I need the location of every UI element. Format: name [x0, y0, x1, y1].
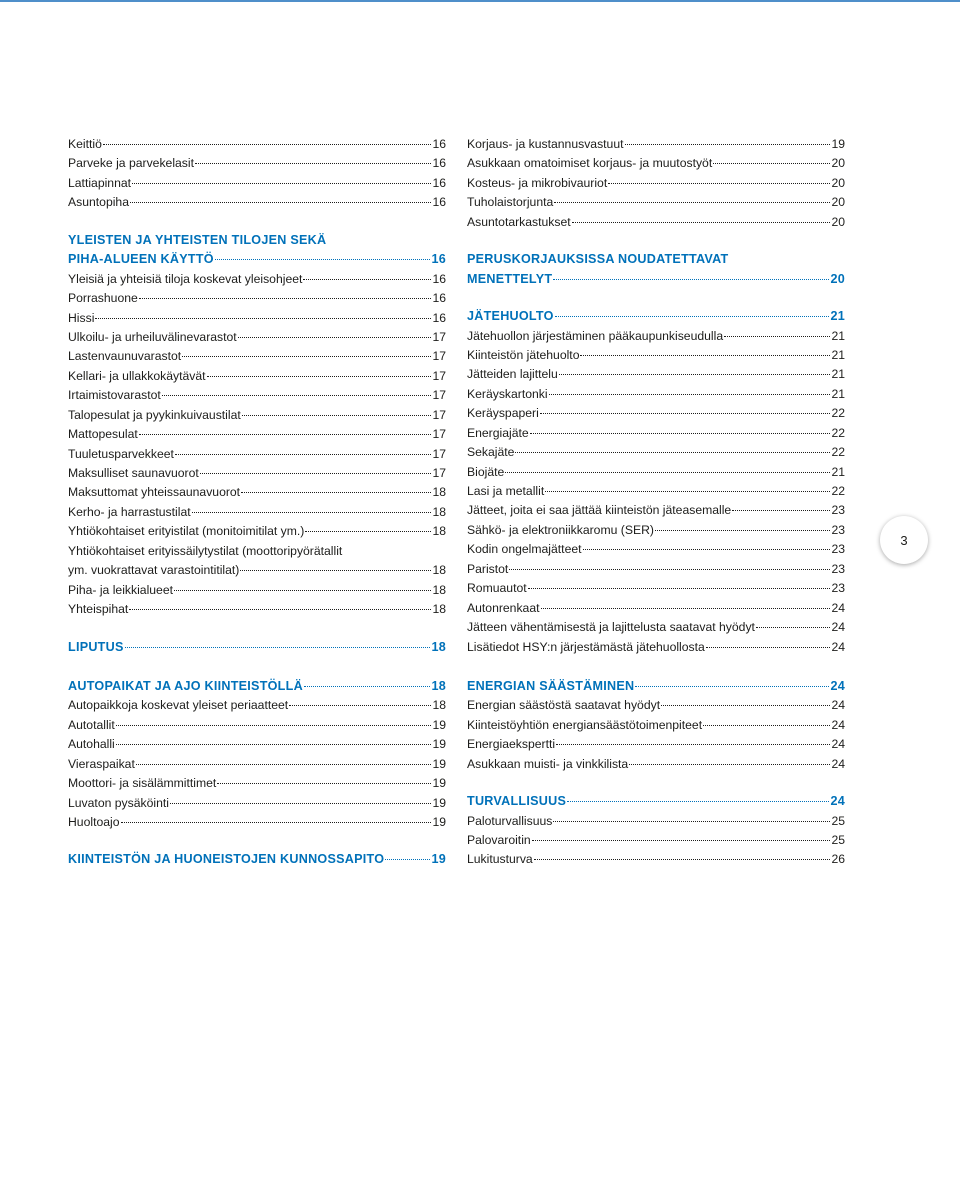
dot-leader — [635, 686, 829, 687]
toc-entry-label: Energiaekspertti — [467, 737, 556, 752]
toc-page-number: 19 — [432, 756, 446, 771]
toc-left-column — [68, 135, 446, 870]
toc-entry-label: Yhteispihat — [68, 602, 129, 617]
toc-entry-label: Korjaus- ja kustannusvastuut — [467, 137, 624, 151]
toc-entry[interactable] — [68, 794, 446, 813]
toc-page-number: 17 — [432, 427, 446, 442]
dot-leader — [703, 725, 830, 726]
toc-heading-liputus[interactable] — [68, 638, 446, 657]
toc-right-column — [467, 135, 845, 870]
toc-heading-peruskorjaus[interactable] — [467, 250, 845, 269]
toc-entry[interactable] — [68, 289, 446, 308]
toc-entry[interactable] — [68, 386, 446, 405]
dot-leader — [567, 801, 829, 802]
toc-page-number: 16 — [431, 252, 446, 267]
toc-entry-label: Kellari- ja ullakkokäytävät — [68, 368, 206, 383]
dot-leader — [559, 374, 831, 375]
toc-group — [68, 270, 446, 542]
toc-entry-label: Energiajäte — [467, 425, 529, 440]
toc-entry-label: Tuholaistorjunta — [467, 195, 554, 210]
toc-page-number: 21 — [831, 464, 845, 479]
toc-page-number: 20 — [831, 175, 845, 190]
toc-entry[interactable] — [68, 600, 446, 619]
toc-entry-label: Keräyspaperi — [467, 406, 539, 421]
toc-page-number: 19 — [432, 717, 446, 732]
dot-leader — [540, 413, 831, 414]
toc-entry[interactable] — [467, 193, 845, 212]
toc-entry-label: Sekajäte — [467, 445, 515, 460]
toc-page-number: 21 — [830, 309, 845, 324]
toc-entry-label: Piha- ja leikkialueet — [68, 582, 174, 597]
toc-page-number: 18 — [432, 563, 446, 578]
dot-leader — [553, 279, 829, 280]
toc-heading-label: MENETTELYT — [467, 271, 553, 286]
toc-entry[interactable] — [68, 406, 446, 425]
toc-group — [467, 812, 845, 870]
toc-group — [68, 135, 446, 213]
toc-page-number: 23 — [831, 503, 845, 518]
toc-page-number: 18 — [431, 639, 446, 654]
toc-entry-label: Autonrenkaat — [467, 600, 540, 615]
dot-leader — [116, 744, 432, 745]
toc-page-number: 16 — [432, 137, 446, 151]
toc-entry-label: Asuntopiha — [68, 195, 129, 210]
dot-leader — [130, 202, 431, 203]
toc-entry[interactable] — [467, 696, 845, 715]
dot-leader — [139, 434, 432, 435]
dot-leader — [534, 859, 831, 860]
toc-entry-label: Lukitusturva — [467, 852, 533, 867]
toc-entry[interactable] — [68, 270, 446, 289]
toc-page-number: 23 — [831, 522, 845, 537]
toc-page-number: 21 — [831, 347, 845, 362]
toc-heading-label: JÄTEHUOLTO — [467, 309, 554, 324]
toc-entry[interactable] — [467, 501, 845, 520]
toc-entry-label: Kerho- ja harrastustilat — [68, 504, 191, 519]
dot-leader — [238, 337, 432, 338]
toc-entry[interactable] — [467, 365, 845, 384]
dot-leader — [125, 647, 431, 648]
toc-entry[interactable] — [68, 464, 446, 483]
toc-page-number: 18 — [432, 698, 446, 713]
toc-entry[interactable] — [467, 174, 845, 193]
toc-heading-menettelyt[interactable] — [467, 270, 845, 289]
toc-entry[interactable] — [467, 385, 845, 404]
dot-leader — [136, 764, 432, 765]
toc-heading-autopaikat[interactable] — [68, 677, 446, 696]
toc-page-number: 24 — [831, 698, 845, 713]
toc-entry-label: Talopesulat ja pyykinkuivaustilat — [68, 407, 241, 422]
toc-entry-label: Jätteet, joita ei saa jättää kiinteistön jäteasemalle — [467, 503, 732, 518]
toc-page-number: 16 — [432, 195, 446, 210]
toc-page-number: 17 — [432, 388, 446, 403]
dot-leader — [515, 452, 830, 453]
toc-entry-label: Tuuletusparvekkeet — [68, 446, 174, 461]
toc-page-number: 17 — [432, 368, 446, 383]
toc-entry[interactable] — [467, 463, 845, 482]
dot-leader — [580, 355, 830, 356]
toc-entry-label: Hissi — [68, 310, 95, 325]
dot-leader — [103, 144, 432, 145]
toc-heading-label: AUTOPAIKAT JA AJO KIINTEISTÖLLÄ — [68, 678, 303, 693]
dot-leader — [241, 492, 431, 493]
toc-entry-label: Autohalli — [68, 737, 115, 752]
toc-page-number: 17 — [432, 407, 446, 422]
toc-page-number: 24 — [831, 620, 845, 635]
dot-leader — [661, 705, 830, 706]
toc-page-number: 19 — [831, 137, 845, 151]
dot-leader — [545, 491, 830, 492]
dot-leader — [195, 163, 431, 164]
toc-heading-label: TURVALLISUUS — [467, 794, 567, 809]
toc-entry[interactable] — [467, 850, 845, 869]
toc-page-number: 16 — [432, 156, 446, 171]
toc-entry-label: Maksuttomat yhteissaunavuorot — [68, 485, 241, 500]
dot-leader — [505, 472, 830, 473]
dot-leader — [174, 590, 431, 591]
toc-entry[interactable] — [467, 346, 845, 365]
toc-heading-kunnossapito[interactable] — [68, 850, 446, 869]
toc-page-number: 21 — [831, 328, 845, 343]
toc-entry-label: Jätteen vähentämisestä ja lajittelusta saatavat hyödyt — [467, 620, 755, 635]
toc-entry-label: Yhtiökohtaiset erityissäilytystilat (moottoripyörätallit — [68, 543, 343, 558]
dot-leader — [242, 415, 432, 416]
toc-page-number: 18 — [432, 485, 446, 500]
dot-leader — [756, 627, 831, 628]
toc-heading-label: PERUSKORJAUKSISSA NOUDATETTAVAT — [467, 252, 729, 267]
toc-heading-turvallisuus[interactable] — [467, 792, 845, 811]
dot-leader — [713, 163, 830, 164]
toc-entry[interactable] — [467, 404, 845, 423]
toc-page-number: 17 — [432, 446, 446, 461]
toc-page-number: 22 — [831, 406, 845, 421]
dot-leader — [240, 570, 431, 571]
toc-entry-label: Romuautot — [467, 581, 527, 596]
toc-page-number: 21 — [831, 386, 845, 401]
toc-entry[interactable] — [68, 174, 446, 193]
toc-entry-label: Kosteus- ja mikrobivauriot — [467, 175, 608, 190]
dot-leader — [121, 822, 432, 823]
toc-entry-label: Palovaroitin — [467, 833, 531, 847]
dot-leader — [655, 530, 830, 531]
toc-entry[interactable] — [467, 482, 845, 501]
toc-entry[interactable] — [68, 581, 446, 600]
toc-group — [467, 135, 845, 232]
page-number-badge — [880, 516, 928, 564]
toc-entry[interactable] — [467, 443, 845, 462]
toc-entry[interactable] — [467, 424, 845, 443]
toc-page-number: 24 — [830, 794, 845, 809]
dot-leader — [217, 783, 431, 784]
toc-entry[interactable] — [467, 638, 845, 657]
dot-leader — [541, 608, 831, 609]
dot-leader — [629, 764, 830, 765]
toc-entry[interactable] — [467, 618, 845, 637]
toc-group — [467, 696, 845, 774]
toc-entry-label: Keräyskartonki — [467, 386, 548, 401]
toc-entry-label: Yleisiä ja yhteisiä tiloja koskevat yleisohjeet — [68, 271, 303, 286]
toc-page-number: 24 — [831, 639, 845, 654]
toc-entry[interactable] — [68, 716, 446, 735]
toc-page-number: 18 — [431, 678, 446, 693]
toc-page-number: 18 — [432, 524, 446, 539]
dot-leader — [200, 473, 432, 474]
toc-entry[interactable] — [68, 542, 446, 561]
toc-entry[interactable] — [68, 813, 446, 832]
toc-entry[interactable] — [467, 755, 845, 774]
toc-entry-label: ym. vuokrattavat varastointitilat) — [68, 563, 240, 578]
toc-page-number: 20 — [831, 214, 845, 229]
toc-page-number: 24 — [831, 756, 845, 771]
toc-entry-label: Luvaton pysäköinti — [68, 795, 169, 810]
toc-entry[interactable] — [467, 716, 845, 735]
toc-page-number: 21 — [831, 367, 845, 382]
toc-page-number: 24 — [831, 600, 845, 615]
toc-entry[interactable] — [68, 347, 446, 366]
toc-page-number: 20 — [831, 195, 845, 210]
dot-leader — [509, 569, 830, 570]
dot-leader — [572, 222, 831, 223]
toc-entry-label: Irtaimistovarastot — [68, 388, 161, 403]
toc-page-number: 23 — [831, 581, 845, 596]
dot-leader — [207, 376, 432, 377]
toc-heading-piha-alue[interactable] — [68, 250, 446, 269]
dot-leader — [706, 647, 831, 648]
dot-leader — [303, 279, 431, 280]
toc-page-number: 16 — [432, 310, 446, 325]
dot-leader — [192, 512, 432, 513]
dot-leader — [139, 298, 432, 299]
toc-entry-label: Mattopesulat — [68, 427, 138, 442]
toc-entry-label: Maksulliset saunavuorot — [68, 466, 199, 480]
toc-page-number: 26 — [831, 852, 845, 867]
toc-entry-label: Energian säästöstä saatavat hyödyt — [467, 698, 661, 713]
toc-entry-label: Parveke ja parvekelasit — [68, 156, 194, 171]
toc-page-number: 22 — [831, 425, 845, 440]
toc-page-number: 22 — [831, 484, 845, 498]
top-rule — [0, 0, 960, 2]
toc-entry-label: Paloturvallisuus — [467, 813, 553, 828]
dot-leader — [305, 531, 431, 532]
toc-entry[interactable] — [68, 367, 446, 386]
toc-page-number: 20 — [830, 271, 845, 286]
toc-entry-label: Kiinteistön jätehuolto — [467, 347, 580, 362]
toc-group — [68, 561, 446, 619]
dot-leader — [555, 316, 830, 317]
toc-heading-label: YLEISTEN JA YHTEISTEN TILOJEN SEKÄ — [68, 232, 327, 247]
dot-leader — [162, 395, 432, 396]
toc-heading-label: LIPUTUS — [68, 639, 124, 654]
toc-page-number: 25 — [831, 833, 845, 847]
dot-leader — [528, 588, 831, 589]
toc-page-number: 24 — [830, 678, 845, 693]
dot-leader — [549, 394, 831, 395]
toc-page-number: 17 — [432, 329, 446, 344]
toc-entry[interactable] — [68, 309, 446, 328]
toc-entry-label: Kodin ongelmajätteet — [467, 542, 582, 557]
toc-entry-label: Asukkaan omatoimiset korjaus- ja muutostyöt — [467, 156, 713, 171]
toc-entry[interactable] — [68, 445, 446, 464]
toc-page-number: 19 — [431, 852, 446, 867]
dot-leader — [116, 725, 432, 726]
toc-page-number: 17 — [432, 466, 446, 480]
toc-entry-label: Jätehuollon järjestäminen pääkaupunkiseudulla — [467, 328, 724, 343]
toc-entry-label: Lastenvaunuvarastot — [68, 349, 182, 364]
toc-page-number: 19 — [432, 795, 446, 810]
toc-entry[interactable] — [68, 522, 446, 541]
dot-leader — [556, 744, 830, 745]
toc-entry-label: Porrashuone — [68, 291, 138, 306]
dot-leader — [170, 803, 431, 804]
dot-leader — [530, 433, 831, 434]
dot-leader — [215, 259, 431, 260]
toc-page-number: 22 — [831, 445, 845, 460]
toc-heading-jatehuolto[interactable] — [467, 307, 845, 326]
toc-entry-label: Asuntotarkastukset — [467, 214, 571, 229]
dot-leader — [95, 318, 431, 319]
toc-entry[interactable] — [68, 135, 446, 154]
toc-entry-label: Asukkaan muisti- ja vinkkilista — [467, 756, 629, 771]
toc-entry-label: Moottori- ja sisälämmittimet — [68, 776, 217, 791]
dot-leader — [732, 510, 830, 511]
toc-heading-label: KIINTEISTÖN JA HUONEISTOJEN KUNNOSSAPITO — [68, 852, 385, 867]
toc-entry[interactable] — [467, 327, 845, 346]
dot-leader — [554, 202, 830, 203]
dot-leader — [182, 356, 431, 357]
dot-leader — [175, 454, 432, 455]
toc-entry[interactable] — [68, 755, 446, 774]
toc-entry-label: Paristot — [467, 561, 509, 576]
toc-page-number: 19 — [432, 737, 446, 752]
dot-leader — [583, 549, 831, 550]
toc-entry[interactable] — [467, 579, 845, 598]
page-number: 3 — [900, 532, 908, 548]
toc-entry-label: Lasi ja metallit — [467, 484, 545, 498]
toc-page-number: 16 — [432, 271, 446, 286]
toc-page-number: 19 — [432, 815, 446, 829]
dot-leader — [553, 821, 830, 822]
toc-entry[interactable] — [68, 561, 446, 580]
toc-page-number: 16 — [432, 175, 446, 190]
toc-page-number: 18 — [432, 582, 446, 597]
dot-leader — [532, 840, 831, 841]
toc-page-number: 19 — [432, 776, 446, 791]
toc-page-number: 16 — [432, 291, 446, 306]
toc-group — [68, 696, 446, 832]
toc-entry[interactable] — [68, 425, 446, 444]
toc-entry[interactable] — [467, 135, 845, 154]
toc-entry[interactable] — [467, 831, 845, 850]
toc-entry[interactable] — [467, 540, 845, 559]
toc-entry-label: Lattiapinnat — [68, 175, 132, 190]
toc-page-number: 23 — [831, 561, 845, 576]
toc-entry[interactable] — [467, 599, 845, 618]
toc-page-number: 18 — [432, 504, 446, 519]
dot-leader — [289, 705, 431, 706]
dot-leader — [724, 336, 830, 337]
dot-leader — [608, 183, 830, 184]
toc-heading-label: ENERGIAN SÄÄSTÄMINEN — [467, 678, 635, 693]
dot-leader — [625, 144, 831, 145]
dot-leader — [304, 686, 431, 687]
toc-entry-label: Huoltoajo — [68, 815, 120, 829]
toc-entry[interactable] — [467, 213, 845, 232]
toc-entry-label: Lisätiedot HSY:n järjestämästä jätehuollosta — [467, 639, 705, 654]
toc-entry[interactable] — [467, 154, 845, 173]
toc-heading-label: PIHA-ALUEEN KÄYTTÖ — [68, 252, 214, 267]
toc-entry[interactable] — [68, 483, 446, 502]
toc-entry-label: Kiinteistöyhtiön energiansäästötoimenpiteet — [467, 717, 703, 732]
toc-entry-label: Keittiö — [68, 137, 102, 151]
toc-entry-label: Yhtiökohtaiset erityistilat (monitoimitilat ym.) — [68, 524, 305, 539]
toc-entry-label: Biojäte — [467, 464, 505, 479]
toc-page-number: 20 — [831, 156, 845, 171]
toc-entry[interactable] — [68, 154, 446, 173]
dot-leader — [132, 183, 431, 184]
toc-page-number: 18 — [432, 602, 446, 617]
toc-entry[interactable] — [467, 560, 845, 579]
toc-heading-energian[interactable] — [467, 677, 845, 696]
toc-entry-label: Ulkoilu- ja urheiluvälinevarastot — [68, 329, 237, 344]
toc-page-number: 25 — [831, 813, 845, 828]
toc-entry-label: Autopaikkoja koskevat yleiset periaatteet — [68, 698, 289, 713]
toc-entry[interactable] — [68, 696, 446, 715]
dot-leader — [129, 609, 431, 610]
toc-entry[interactable] — [467, 735, 845, 754]
toc-page-number: 24 — [831, 717, 845, 732]
toc-page-number: 23 — [831, 542, 845, 557]
toc-entry-label: Sähkö- ja elektroniikkaromu (SER) — [467, 522, 654, 537]
toc-group — [467, 327, 845, 657]
toc-entry[interactable] — [467, 521, 845, 540]
toc-entry[interactable] — [68, 503, 446, 522]
toc-entry[interactable] — [68, 774, 446, 793]
toc-entry[interactable] — [467, 812, 845, 831]
toc-entry-label: Autotallit — [68, 717, 115, 732]
dot-leader — [385, 859, 430, 860]
toc-entry-label: Jätteiden lajittelu — [467, 367, 558, 382]
toc-entry-label: Vieraspaikat — [68, 756, 135, 771]
toc-page-number: 17 — [432, 349, 446, 364]
toc-entry[interactable] — [68, 193, 446, 212]
toc-page-number: 24 — [831, 737, 845, 752]
toc-heading-yleisten[interactable] — [68, 231, 446, 250]
toc-entry[interactable] — [68, 735, 446, 754]
toc-entry[interactable] — [68, 328, 446, 347]
